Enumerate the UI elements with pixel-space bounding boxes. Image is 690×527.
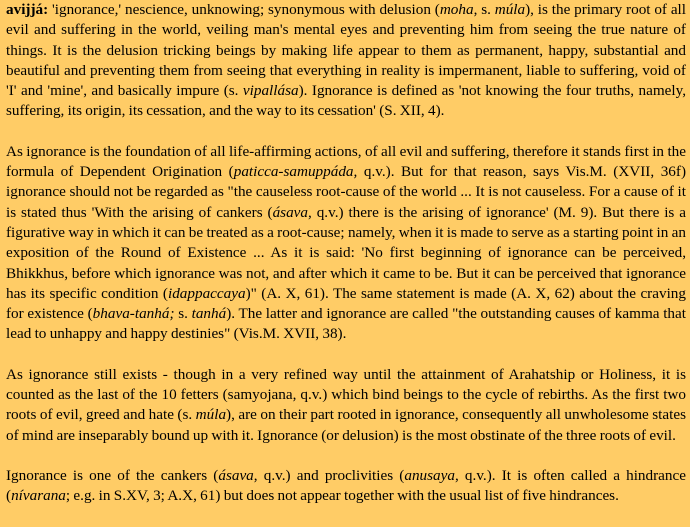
text-run: s. [174, 305, 192, 323]
italic-term: vipallása [242, 82, 299, 100]
text-run: As ignorance is the foundation of all life-affirming actions, of all evil and suffering, therefore it stands first in the formula of Dependent Origination ( [6, 142, 686, 181]
paragraph-body [6, 1, 686, 119]
text-run: As ignorance still exists - though in a very refined way until the attainment of Arahatship or Holiness, it is counted as the last of the 10 fetters (samyojana, q.v.) which bind beings to the cycle of rebirths. As the first two roots of evil, greed and hate (s. [6, 365, 686, 424]
italic-term: múla [494, 1, 526, 18]
text-run: , q.v.). It is often called a hindrance ( [6, 466, 686, 505]
paragraph-body [6, 467, 686, 504]
text-run: , s. [473, 1, 495, 18]
text-run: ). Ignorance is defined as 'not knowing the four truths, namely, suffering, its origin, its cessation, and the way to its cessation' (S. XII, 4). [6, 82, 686, 120]
italic-term: nívarana [11, 487, 66, 505]
text-run: ), is the primary root of all evil and suffering in the world, veiling man's mental eyes and preventing him from seeing the true nature of things. It is the delusion tricking beings by making life appear to them as permanent, happy, substantial and beautiful and preventing them from seeing that everything in reality is impermanent, liable to suffering, void of 'I' and 'mine', and basically impure (s. [6, 1, 686, 100]
text-run: 'ignorance,' nescience, unknowing; synonymous with delusion ( [48, 1, 440, 18]
italic-term: múla [195, 406, 227, 424]
text-run: ), are on their part rooted in ignorance, consequently all unwholesome states of mind are inseparably bound up with it. Ignorance (or delusion) is the most obstinate of the three roots of evil. [6, 406, 687, 444]
italic-term: bhava-tanhá; [92, 305, 175, 323]
text-run: , q.v.) there is the arising of ignorance' (M. 9). But there is a figurative way in which it can be treated as a root-cause; namely, when it is made to serve as a starting point in an exposition of the Round of Existence ... As it is said: 'No first beginning of ignorance can be perceived, Bhikkhus, before which ignorance was not, and after which it came to be. But it can be perceived that ignorance has its specific condition ( [6, 203, 686, 302]
entry-paragraph-3 [6, 365, 686, 446]
entry-paragraph-1 [6, 0, 686, 122]
italic-term: anusaya [404, 466, 455, 484]
italic-term: idappaccaya [167, 284, 246, 302]
text-run: ). The latter and ignorance are called "the outstanding causes of kamma that lead to unhappy and happy destinies" (Vis.M. XVII, 38). [6, 305, 686, 343]
text-run: , q.v.) and proclivities ( [253, 466, 405, 484]
italic-term: ásava [218, 466, 254, 484]
italic-term: ásava [272, 203, 308, 221]
paragraph-body [6, 143, 686, 343]
entry-paragraph-4 [6, 466, 686, 507]
entry-paragraph-2 [6, 142, 686, 345]
text-run: ; e.g. in S.XV, 3; A.X, 61) but does not appear together with the usual list of five hindrances. [65, 487, 619, 505]
dictionary-entry [6, 0, 686, 527]
italic-term: moha [439, 1, 474, 18]
text-run: Ignorance is one of the cankers ( [6, 466, 219, 484]
text-run: )" (A. X, 61). The same statement is made (A. X, 62) about the craving for existence ( [6, 284, 686, 323]
italic-term: tanhá [191, 305, 227, 323]
entry-term: avijjá: [6, 1, 49, 18]
text-run: q.v.). But for that reason, says Vis.M. (XVII, 36f) ignorance should not be regarded as "the causeless root-cause of the world ... It is not causeless. For a cause of it is stated thus 'With the arising of cankers ( [6, 163, 687, 221]
paragraph-body [6, 366, 686, 444]
italic-term: paticca-samuppáda, [233, 163, 358, 181]
